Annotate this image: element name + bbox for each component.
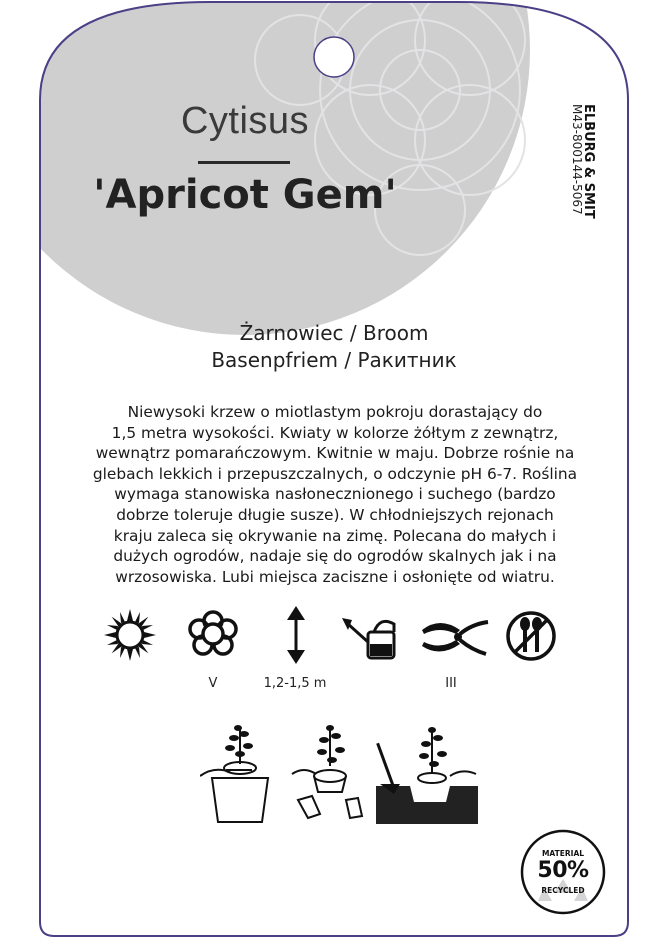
flowering-month-label: V [208,676,218,691]
genus-name: Cytisus [180,100,310,142]
no-cut-flowers-icon [505,610,557,662]
common-name-1: Żarnowiec / Broom [239,321,429,345]
unpot-step [292,770,362,818]
description-line: wymaga stanowiska nasłonecznionego i suchego (bardzo [114,485,556,504]
pruning-shears-icon [420,616,490,660]
description-line: Niewysoki krzew o miotlastym pokroju dorastający do [127,403,543,421]
height-label: 1,2-1,5 m [263,676,327,691]
watering-can-icon [340,614,410,660]
description [50,402,620,587]
cultivar-name: 'Apricot Gem' [93,172,397,218]
hang-hole [314,37,354,77]
description-line: wewnątrz pomarańczowym. Kwitnie w maju. Dobrze rośnie na [95,444,575,463]
grey-arc [0,0,530,335]
sun-icon [104,609,156,661]
title-divider [198,161,290,164]
planting-instructions-illustration [200,718,478,828]
pruning-month-label: III [445,676,457,691]
description-line: dużych ogrodów, nadaje się do ogrodów skalnych jak i na [113,547,557,566]
description-line: kraju zaleca się okrywanie na zimę. Polecana do małych i [113,526,557,545]
height-arrow-icon [283,606,309,664]
badge-bottom-text: RECYCLED [541,886,585,895]
flower-icon [188,610,238,660]
soak-step [200,762,268,822]
description-line: wrzosowiska. Lubi miejsca zaciszne i osłonięte od wiatru. [115,567,555,586]
badge-top-text: MATERIAL [541,849,585,858]
description-line: dobrze toleruje długie susze). W chłodniejszych rejonach [116,505,554,524]
description-line: glebach lekkich i przepuszczalnych, o odczynie pH 6-7. Roślina [92,464,578,483]
brand-name: ELBURG & SMIT [581,104,596,219]
badge-percent: 50% [537,858,589,883]
description-line: 1,5 metra wysokości. Kwiaty w kolorze żółtym z zewnątrz, [111,423,559,442]
recycled-material-badge [520,829,606,915]
common-name-2: Basenpfriem / Ракитник [211,348,457,372]
product-code: M43-800144-5067 [570,104,584,215]
